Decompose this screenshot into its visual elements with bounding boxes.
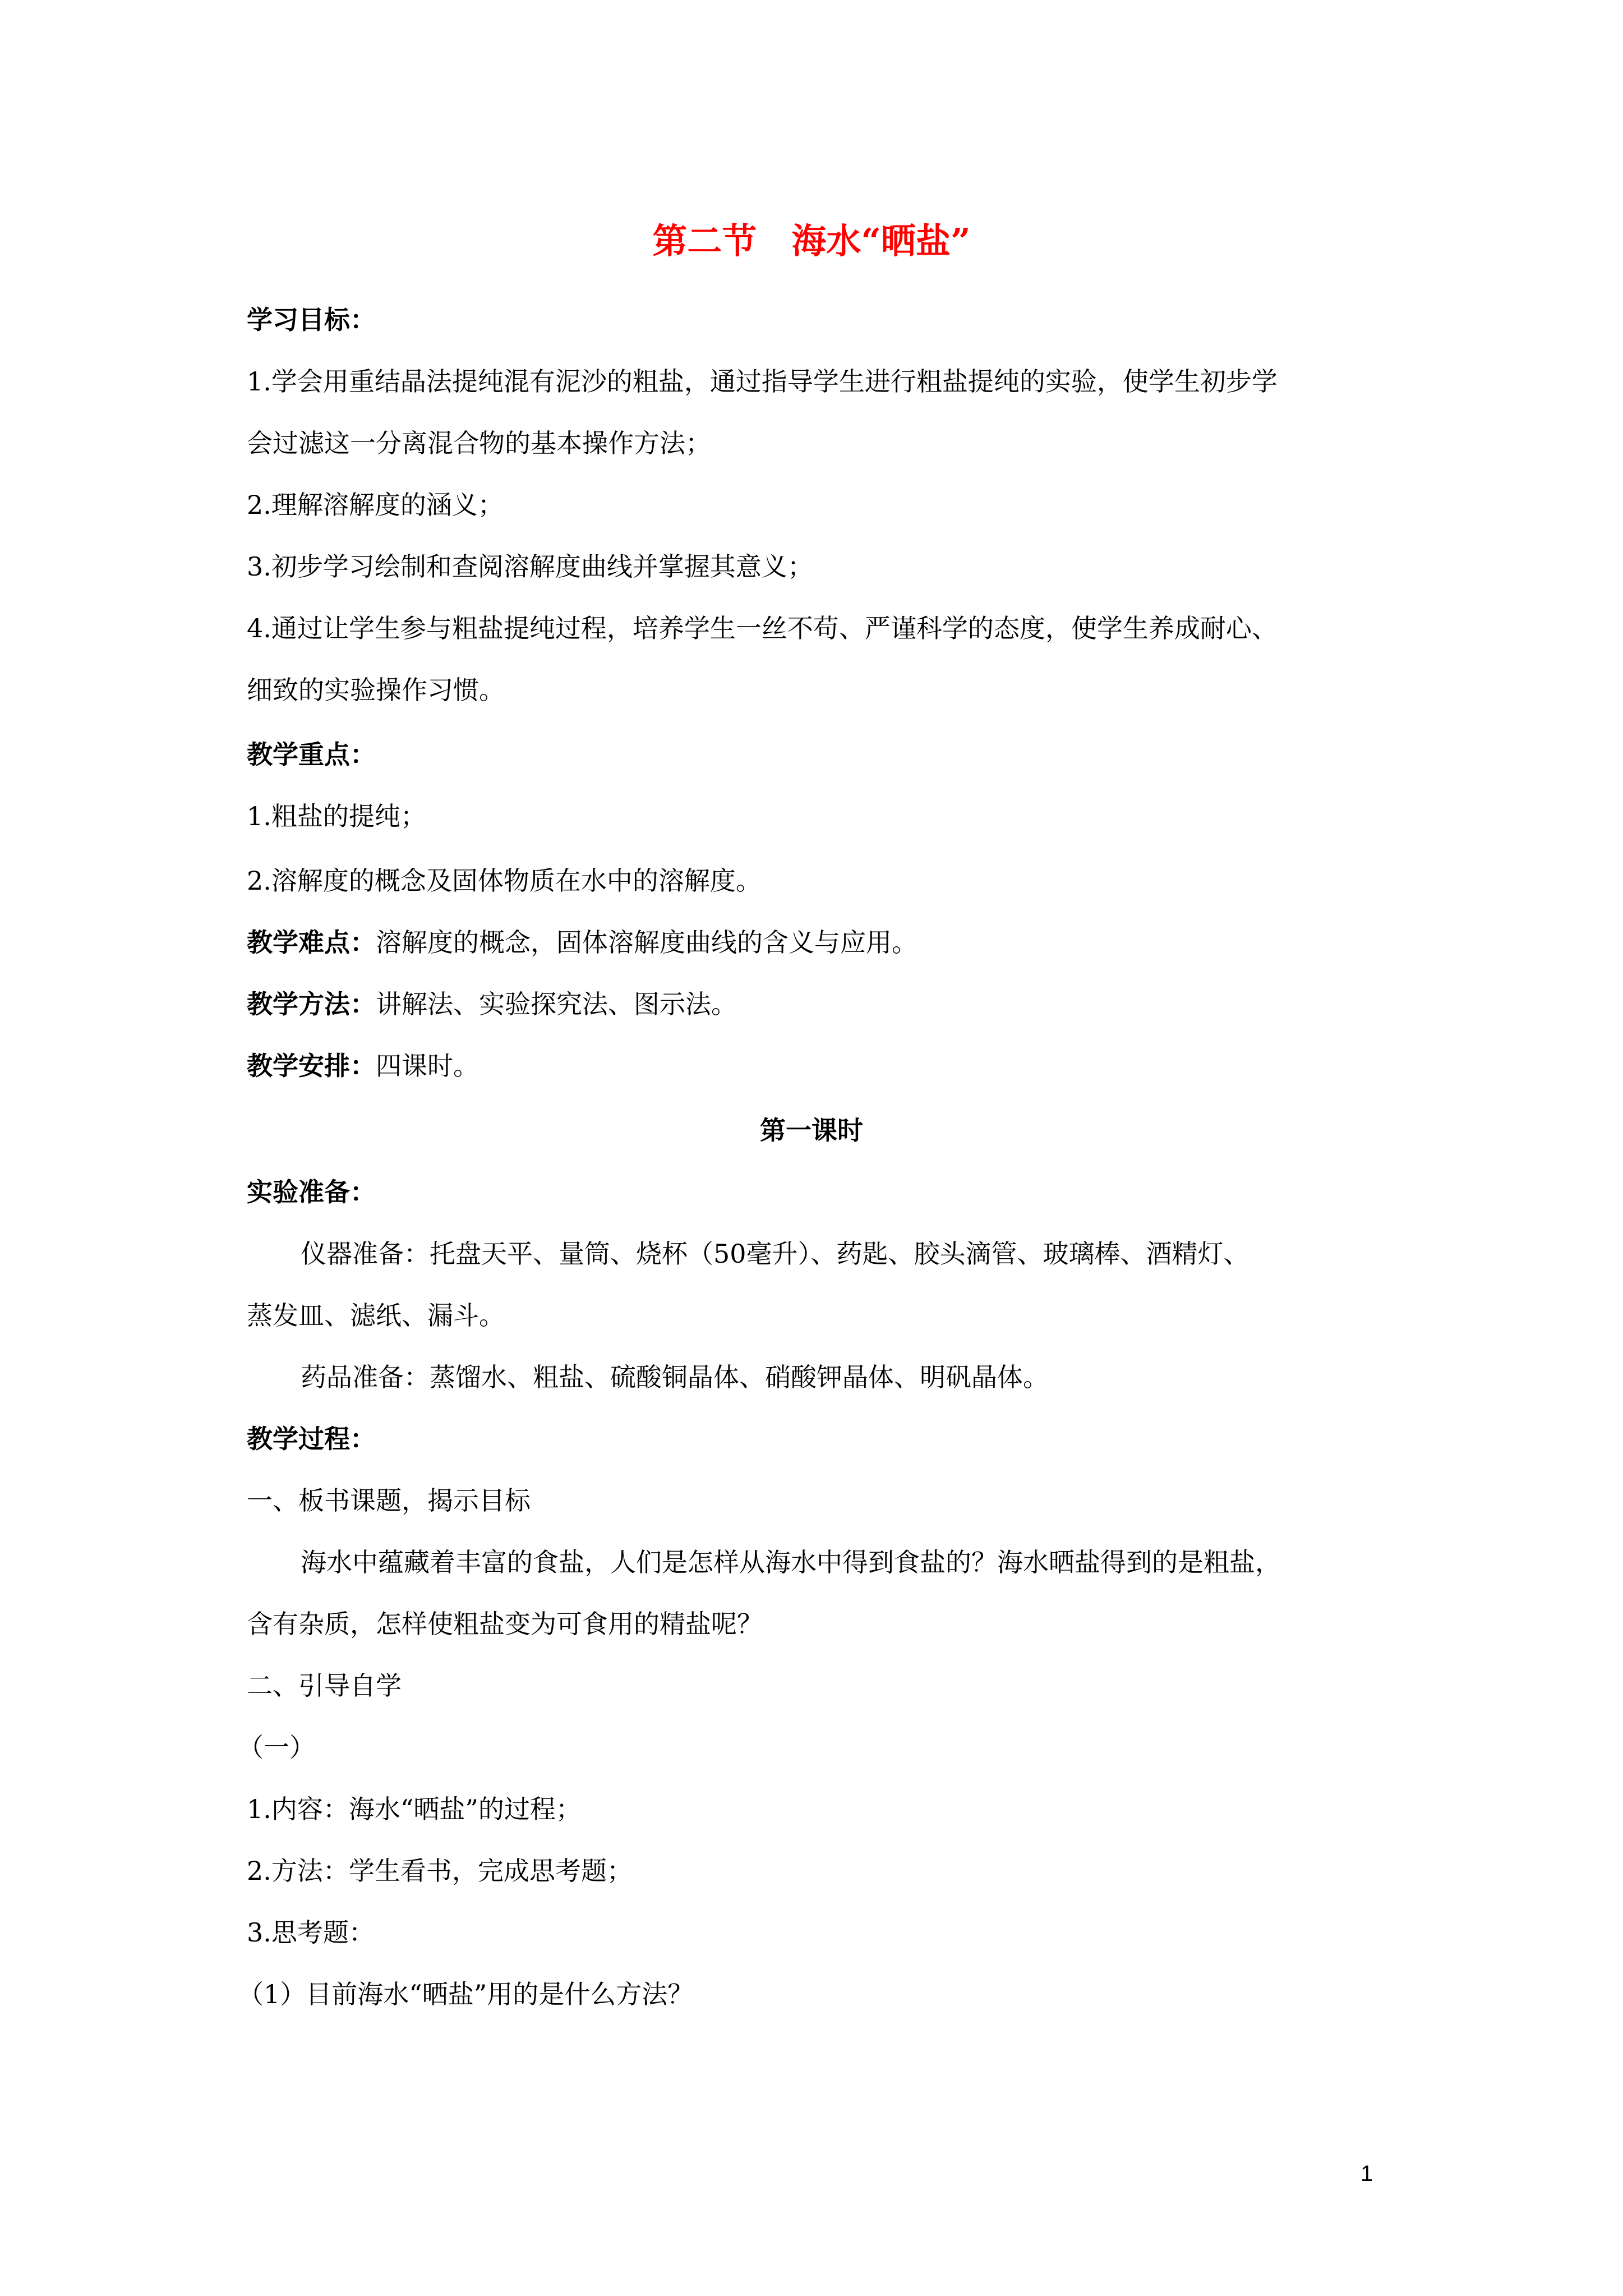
arrangement-label: 教学安排： [247,1051,376,1081]
page-title: 第二节 海水“晒盐” [652,220,971,261]
prep-heading: 实验准备： [247,1177,376,1207]
arrangement-text: 四课时。 [376,1051,479,1081]
objective-line: 3.初步学习绘制和查阅溶解度曲线并掌握其意义； [247,551,813,582]
methods-row [247,987,1380,1021]
methods-text: 讲解法、实验探究法、图示法。 [376,989,737,1019]
key-point-line: 2.溶解度的概念及固体物质在水中的溶解度。 [247,866,762,896]
difficulty-row [247,926,1380,959]
objective-line: 细致的实验操作习惯。 [247,675,505,705]
objective-line: 会过滤这一分离混合物的基本操作方法； [247,428,711,458]
process-line: 含有杂质，怎样使粗盐变为可食用的精盐呢？ [247,1609,763,1639]
arrangement-row [247,1049,1380,1083]
difficulty-text: 溶解度的概念，固体溶解度曲线的含义与应用。 [376,927,917,958]
methods-label: 教学方法： [247,989,376,1019]
key-point-line: 1.粗盐的提纯； [247,801,426,831]
process-line: 1.内容：海水“晒盐”的过程； [247,1794,582,1824]
objective-line: 2.理解溶解度的涵义； [247,490,504,520]
process-heading: 教学过程： [247,1424,376,1454]
process-line: 海水中蕴藏着丰富的食盐，人们是怎样从海水中得到食盐的？海水晒盐得到的是粗盐， [301,1547,1281,1577]
process-line: 二、引导自学 [247,1671,402,1701]
process-line: （1）目前海水“晒盐”用的是什么方法？ [238,1979,694,2009]
objectives-heading: 学习目标： [247,305,376,335]
prep-line: 蒸发皿、滤纸、漏斗。 [247,1300,505,1331]
page-number: 1 [1361,2161,1373,2186]
key-points-heading: 教学重点： [247,739,376,770]
process-line: 一、板书课题，揭示目标 [247,1485,531,1516]
process-line: 3.思考题： [247,1917,375,1948]
prep-line: 药品准备：蒸馏水、粗盐、硫酸铜晶体、硝酸钾晶体、明矾晶体。 [301,1362,1049,1392]
prep-line: 仪器准备：托盘天平、量筒、烧杯（50毫升）、药匙、胶头滴管、玻璃棒、酒精灯、 [301,1239,1249,1269]
objective-line: 4.通过让学生参与粗盐提纯过程，培养学生一丝不苟、严谨科学的态度，使学生养成耐心、 [247,613,1278,643]
lesson-heading: 第一课时 [760,1115,863,1145]
process-line: 2.方法：学生看书，完成思考题； [247,1856,633,1886]
difficulty-label: 教学难点： [247,927,376,958]
process-line: （一） [238,1732,315,1763]
objective-line: 1.学会用重结晶法提纯混有泥沙的粗盐，通过指导学生进行粗盐提纯的实验，使学生初步学 [247,366,1278,397]
